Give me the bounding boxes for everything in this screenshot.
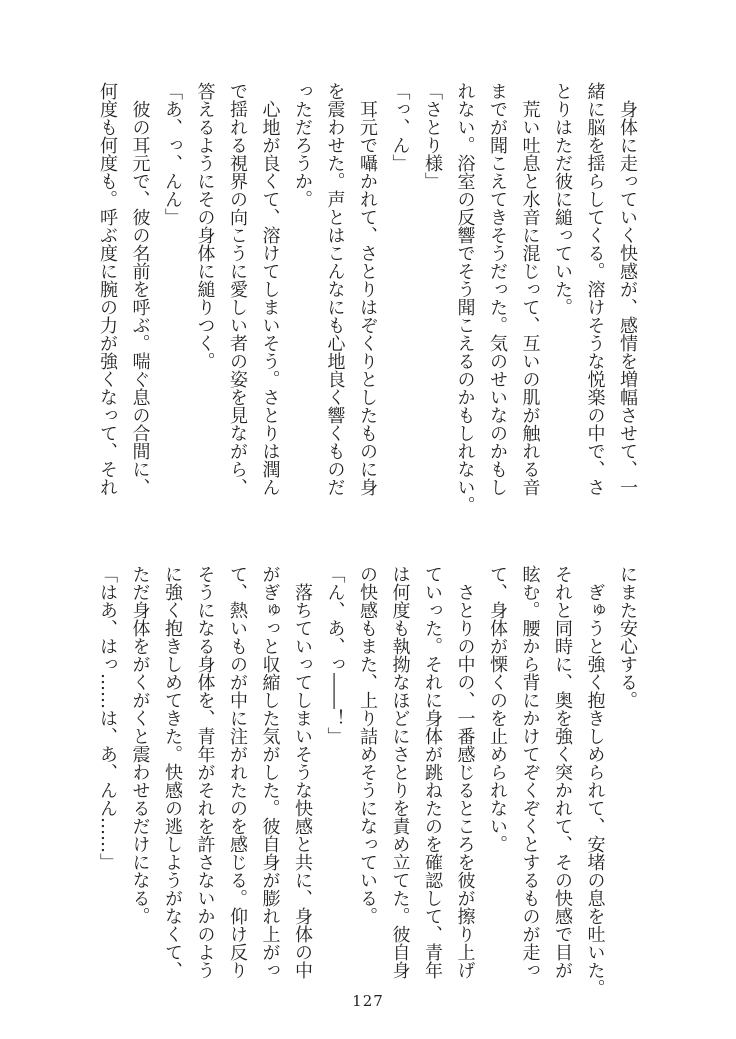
text-line: さとりの中の、一番感じるところを彼が擦り上げ: [454, 565, 476, 979]
text-line: っただろうか。: [292, 82, 313, 208]
text-line: 答えるようにその身体に縋りつく。: [194, 82, 216, 370]
text-line: にまた安心する。: [617, 565, 638, 709]
text-line: とりはただ彼に縋っていた。: [552, 82, 573, 316]
text-line: までが聞こえてきそうだった。気のせいなのかもし: [487, 82, 508, 496]
text-line: 緒に脳を揺らしてくる。溶けそうな悦楽の中で、さ: [584, 82, 606, 496]
text-line: に強く抱きしめてきた。快感の逃しようがなくて、: [162, 565, 183, 979]
text-line: 何度も何度も。呼ぶ度に腕の力が強くなって、それ: [97, 82, 118, 496]
text-line: ぎゅうと強く抱きしめられて、安堵の息を吐いた。: [584, 565, 606, 997]
text-line: 身体に走っていく快感が、感情を増幅させて、一: [617, 82, 638, 496]
text-line: の快感もまた、上り詰めそうになっている。: [357, 565, 378, 925]
text-line: て、熱いものが中に注がれたのを感じる。仰け反り: [227, 565, 248, 979]
text-line: 「ん、あ、っ――！」: [324, 565, 346, 745]
text-line: を震わせた。声とはこんなにも心地良く響くものだ: [324, 82, 346, 496]
text-line: ただ身体をがくがくと震わせるだけになる。: [129, 565, 151, 925]
text-line: 「あ、っ、んん」: [162, 82, 183, 226]
text-line: 耳元で囁かれて、さとりはぞくりとしたものに身: [357, 82, 378, 496]
text-line: そうになる身体を、青年がそれを許さないかのよう: [194, 565, 216, 979]
text-line: 「はあ、はっ……は、あ、んん……」: [97, 565, 118, 871]
text-line: れない。浴室の反響でそう聞こえるのかもしれない。: [454, 82, 476, 514]
text-line: て、身体が慄くのを止められない。: [487, 565, 508, 853]
page-number: 127: [352, 992, 384, 1010]
text-line: それと同時に、奥を強く突かれて、その快感で目が: [552, 565, 573, 979]
text-line: 「っ、ん」: [389, 82, 411, 172]
text-block-top: [91, 82, 644, 514]
text-line: 眩む。腰から背にかけてぞくぞくとするものが走っ: [519, 565, 541, 979]
text-line: で揺れる視界の向こうに愛しい者の姿を見ながら、: [227, 82, 248, 496]
text-line: ていった。それに身体が跳ねたのを確認して、青年: [422, 565, 443, 979]
text-line: 荒い吐息と水音に混じって、互いの肌が触れる音: [519, 82, 541, 496]
text-line: 落ちていってしまいそうな快感と共に、身体の中: [292, 565, 313, 979]
text-line: 「さとり様」: [422, 82, 443, 190]
text-line: 彼の耳元で、彼の名前を呼ぶ。喘ぐ息の合間に、: [129, 82, 151, 496]
text-block-bottom: [91, 565, 644, 997]
text-line: がぎゅっと収縮した気がした。彼自身が膨れ上がっ: [259, 565, 281, 979]
text-line: 心地が良くて、溶けてしまいそう。さとりは潤ん: [259, 82, 281, 496]
text-line: は何度も執拗なほどにさとりを責め立てた。彼自身: [389, 565, 411, 979]
